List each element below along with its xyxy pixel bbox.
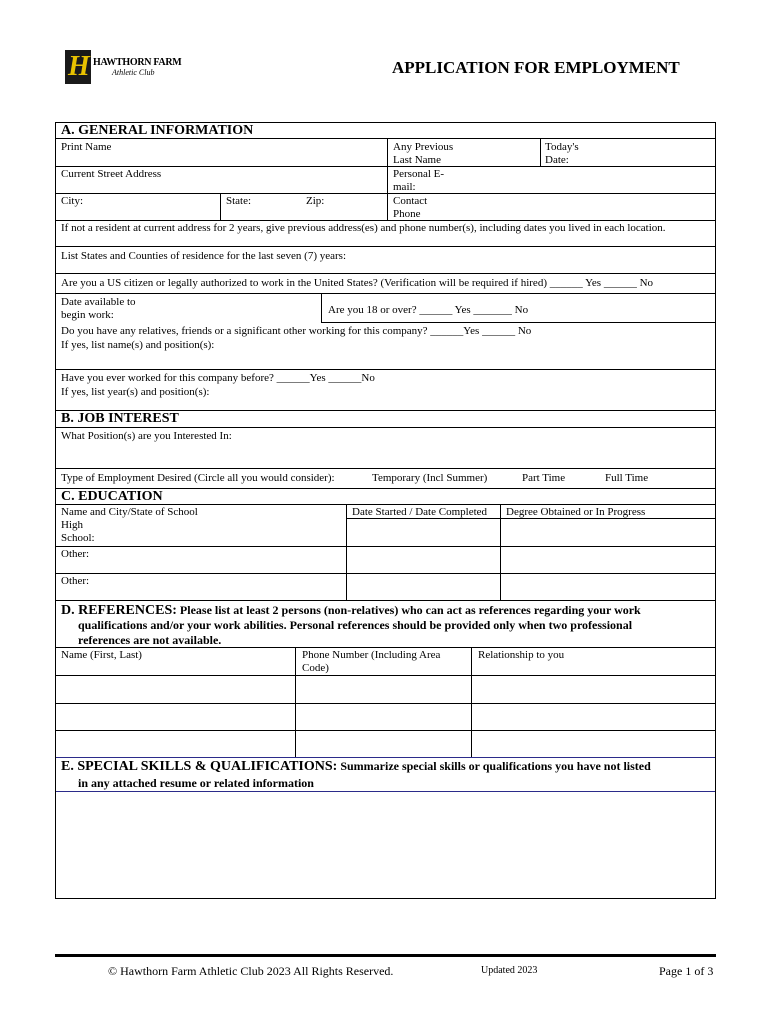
rule bbox=[55, 600, 716, 601]
rule bbox=[321, 322, 716, 323]
rule bbox=[55, 675, 716, 676]
rule bbox=[55, 122, 56, 898]
skills-instructions-1: Summarize special skills or qualifications you have not listed bbox=[340, 759, 651, 773]
logo-name: HAWTHORN FARM bbox=[93, 57, 182, 68]
rule bbox=[55, 220, 716, 221]
citizen-question: Are you a US citizen or legally authorized to work in the United States? (Verification will be required if hired) ______ Yes ______ No bbox=[61, 277, 654, 289]
option-temporary[interactable]: Temporary (Incl Summer) bbox=[372, 472, 488, 484]
col-phone-header: Phone Number (Including Area Code) bbox=[302, 649, 441, 674]
rule bbox=[55, 730, 716, 731]
col-degree-header: Degree Obtained or In Progress bbox=[506, 506, 646, 518]
counties-label: List States and Counties of residence for the last seven (7) years: bbox=[61, 250, 347, 262]
rule bbox=[346, 518, 716, 519]
col-school-header: Name and City/State of School bbox=[61, 506, 198, 518]
phone-label: Contact Phone bbox=[393, 195, 428, 220]
rule bbox=[55, 369, 716, 370]
street-label: Current Street Address bbox=[61, 168, 162, 180]
skills-instructions-line-1 bbox=[61, 759, 651, 774]
rule bbox=[540, 138, 541, 166]
rule bbox=[55, 293, 716, 294]
updated-note: Updated 2023 bbox=[481, 965, 538, 976]
relatives-list-label: If yes, list name(s) and position(s): bbox=[61, 339, 215, 351]
rule bbox=[55, 246, 716, 247]
page-number: Page 1 of 3 bbox=[659, 964, 714, 978]
rule bbox=[387, 193, 716, 194]
skills-instructions-2: in any attached resume or related information bbox=[78, 776, 314, 790]
col-name-header: Name (First, Last) bbox=[61, 649, 142, 661]
todays-date-label: Today's Date: bbox=[545, 141, 579, 166]
option-part-time[interactable]: Part Time bbox=[522, 472, 566, 484]
references-instructions-line-1 bbox=[61, 603, 641, 618]
employment-type-label: Type of Employment Desired (Circle all you would consider): bbox=[61, 472, 335, 484]
logo-letter: H bbox=[68, 51, 90, 82]
rule bbox=[55, 647, 716, 648]
copyright: © Hawthorn Farm Athletic Club 2023 All Rights Reserved. bbox=[108, 964, 394, 978]
date-available-label: Date available to begin work: bbox=[61, 296, 136, 321]
rule bbox=[220, 193, 221, 220]
rule bbox=[295, 647, 296, 757]
rule bbox=[55, 573, 716, 574]
age-question: Are you 18 or over? ______ Yes _______ No bbox=[328, 304, 529, 316]
rule bbox=[55, 468, 716, 469]
references-instructions-3: references are not available. bbox=[78, 633, 222, 647]
rule bbox=[55, 504, 716, 505]
rule bbox=[387, 166, 716, 167]
option-full-time[interactable]: Full Time bbox=[605, 472, 649, 484]
positions-label: What Position(s) are you Interested In: bbox=[61, 430, 232, 442]
zip-label: Zip: bbox=[306, 195, 325, 207]
rule bbox=[55, 166, 387, 167]
rule bbox=[55, 273, 716, 274]
section-d-heading: D. REFERENCES: bbox=[61, 603, 177, 618]
rule bbox=[55, 193, 387, 194]
logo-subtitle: Athletic Club bbox=[112, 68, 155, 77]
rule bbox=[471, 647, 472, 757]
rule bbox=[321, 293, 322, 322]
email-label: Personal E-mail: bbox=[393, 168, 445, 193]
other-school-label-1: Other: bbox=[61, 548, 90, 560]
rule bbox=[55, 138, 716, 139]
references-instructions-1: Please list at least 2 persons (non-relatives) who can act as references regarding your work bbox=[179, 603, 641, 617]
worked-years-label: If yes, list year(s) and position(s): bbox=[61, 386, 210, 398]
print-name-label: Print Name bbox=[61, 141, 112, 153]
rule bbox=[715, 122, 716, 898]
section-b-heading: B. JOB INTEREST bbox=[61, 411, 179, 426]
other-school-label-2: Other: bbox=[61, 575, 90, 587]
references-instructions-2: qualifications and/or your work abilities. Personal references should be provided only when two professional bbox=[78, 618, 633, 632]
resident-label: If not a resident at current address for 2 years, give previous address(es) and phone number(s), including dates you lived in each location. bbox=[61, 222, 666, 234]
section-a-heading: A. GENERAL INFORMATION bbox=[61, 123, 254, 138]
col-dates-header: Date Started / Date Completed bbox=[352, 506, 488, 518]
state-label: State: bbox=[226, 195, 252, 207]
worked-before-question: Have you ever worked for this company before? ______Yes ______No bbox=[61, 372, 375, 384]
high-school-label: High School: bbox=[61, 519, 95, 544]
footer-rule bbox=[55, 954, 716, 957]
col-relationship-header: Relationship to you bbox=[478, 649, 565, 661]
rule bbox=[55, 898, 716, 899]
section-c-heading: C. EDUCATION bbox=[61, 489, 163, 504]
skills-input-area[interactable] bbox=[55, 792, 715, 898]
previous-last-name-label: Any Previous Last Name bbox=[393, 141, 454, 166]
rule bbox=[55, 546, 716, 547]
page-title: APPLICATION FOR EMPLOYMENT bbox=[392, 58, 680, 77]
relatives-question: Do you have any relatives, friends or a significant other working for this company? ______Yes ______ No bbox=[61, 325, 532, 337]
rule bbox=[55, 427, 716, 428]
section-e-heading: E. SPECIAL SKILLS & QUALIFICATIONS: bbox=[61, 759, 338, 774]
rule bbox=[55, 703, 716, 704]
city-label: City: bbox=[61, 195, 84, 207]
rule bbox=[387, 138, 388, 220]
